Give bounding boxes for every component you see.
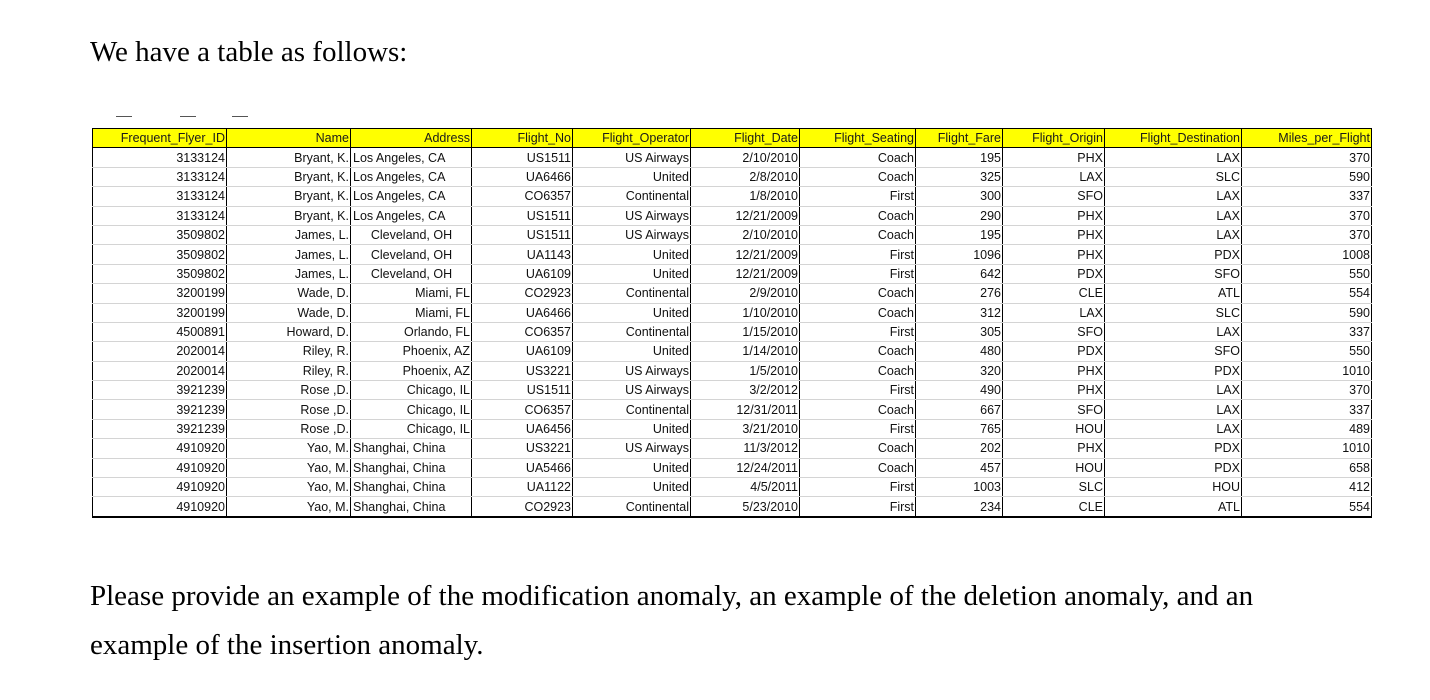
cell-flight-date: 12/21/2009 bbox=[691, 206, 800, 225]
cell-frequent-flyer-id: 4910920 bbox=[93, 439, 227, 458]
cell-flight-origin: PHX bbox=[1003, 245, 1105, 264]
cell-flight-origin: CLE bbox=[1003, 284, 1105, 303]
cell-flight-operator: Continental bbox=[573, 322, 691, 341]
cell-flight-fare: 1096 bbox=[916, 245, 1003, 264]
cell-frequent-flyer-id: 3921239 bbox=[93, 419, 227, 438]
cell-flight-fare: 765 bbox=[916, 419, 1003, 438]
cell-name: Yao, M. bbox=[227, 497, 351, 517]
cell-frequent-flyer-id: 3509802 bbox=[93, 225, 227, 244]
cell-flight-no: CO2923 bbox=[472, 284, 573, 303]
cell-name: Yao, M. bbox=[227, 439, 351, 458]
cell-flight-seating: Coach bbox=[800, 342, 916, 361]
cell-flight-destination: LAX bbox=[1105, 206, 1242, 225]
cell-flight-date: 1/10/2010 bbox=[691, 303, 800, 322]
cell-flight-fare: 490 bbox=[916, 381, 1003, 400]
table-row bbox=[93, 361, 1372, 380]
cell-flight-fare: 290 bbox=[916, 206, 1003, 225]
cell-address: Los Angeles, CA bbox=[351, 148, 472, 167]
cell-flight-seating: Coach bbox=[800, 439, 916, 458]
cell-miles-per-flight: 590 bbox=[1242, 167, 1372, 186]
cell-flight-operator: US Airways bbox=[573, 439, 691, 458]
cell-frequent-flyer-id: 3509802 bbox=[93, 264, 227, 283]
cell-flight-origin: PDX bbox=[1003, 264, 1105, 283]
cell-flight-origin: PHX bbox=[1003, 439, 1105, 458]
cell-address: Los Angeles, CA bbox=[351, 167, 472, 186]
cell-name: Yao, M. bbox=[227, 458, 351, 477]
cell-flight-no: UA6109 bbox=[472, 342, 573, 361]
cell-flight-date: 12/24/2011 bbox=[691, 458, 800, 477]
cell-flight-seating: First bbox=[800, 497, 916, 517]
cell-address: Cleveland, OH bbox=[351, 264, 472, 283]
cell-flight-destination: ATL bbox=[1105, 497, 1242, 517]
cell-flight-destination: LAX bbox=[1105, 225, 1242, 244]
cell-flight-date: 1/15/2010 bbox=[691, 322, 800, 341]
header-flight-destination: Flight_Destination bbox=[1105, 129, 1242, 148]
cell-flight-date: 1/14/2010 bbox=[691, 342, 800, 361]
cell-flight-date: 5/23/2010 bbox=[691, 497, 800, 517]
cell-frequent-flyer-id: 3200199 bbox=[93, 303, 227, 322]
cell-miles-per-flight: 550 bbox=[1242, 342, 1372, 361]
header-flight-no: Flight_No bbox=[472, 129, 573, 148]
table-row bbox=[93, 187, 1372, 206]
table-row bbox=[93, 458, 1372, 477]
cell-flight-no: UA6456 bbox=[472, 419, 573, 438]
cell-flight-date: 2/9/2010 bbox=[691, 284, 800, 303]
cell-flight-no: US1511 bbox=[472, 381, 573, 400]
flight-table bbox=[92, 128, 1372, 518]
cell-flight-seating: First bbox=[800, 187, 916, 206]
table-row bbox=[93, 322, 1372, 341]
header-flight-date: Flight_Date bbox=[691, 129, 800, 148]
cell-frequent-flyer-id: 2020014 bbox=[93, 361, 227, 380]
cell-miles-per-flight: 370 bbox=[1242, 381, 1372, 400]
cell-address: Shanghai, China bbox=[351, 458, 472, 477]
cell-flight-fare: 667 bbox=[916, 400, 1003, 419]
cell-frequent-flyer-id: 4500891 bbox=[93, 322, 227, 341]
cell-flight-destination: LAX bbox=[1105, 148, 1242, 167]
cell-flight-destination: SFO bbox=[1105, 342, 1242, 361]
cell-flight-date: 3/21/2010 bbox=[691, 419, 800, 438]
cell-address: Shanghai, China bbox=[351, 497, 472, 517]
cell-flight-seating: First bbox=[800, 381, 916, 400]
cell-miles-per-flight: 550 bbox=[1242, 264, 1372, 283]
cell-address: Orlando, FL bbox=[351, 322, 472, 341]
cell-flight-no: CO6357 bbox=[472, 400, 573, 419]
cell-flight-fare: 320 bbox=[916, 361, 1003, 380]
cell-name: Bryant, K. bbox=[227, 167, 351, 186]
cell-flight-fare: 300 bbox=[916, 187, 1003, 206]
cell-miles-per-flight: 590 bbox=[1242, 303, 1372, 322]
cell-frequent-flyer-id: 3133124 bbox=[93, 148, 227, 167]
cell-flight-destination: PDX bbox=[1105, 245, 1242, 264]
cell-flight-origin: SLC bbox=[1003, 478, 1105, 497]
table-row bbox=[93, 439, 1372, 458]
cell-flight-fare: 312 bbox=[916, 303, 1003, 322]
cell-flight-date: 4/5/2011 bbox=[691, 478, 800, 497]
cell-flight-date: 12/31/2011 bbox=[691, 400, 800, 419]
cell-flight-fare: 642 bbox=[916, 264, 1003, 283]
cell-frequent-flyer-id: 4910920 bbox=[93, 458, 227, 477]
cell-flight-fare: 234 bbox=[916, 497, 1003, 517]
cell-miles-per-flight: 554 bbox=[1242, 284, 1372, 303]
cell-flight-fare: 276 bbox=[916, 284, 1003, 303]
cell-flight-operator: Continental bbox=[573, 187, 691, 206]
table-row bbox=[93, 167, 1372, 186]
cell-flight-origin: PDX bbox=[1003, 342, 1105, 361]
cell-flight-no: CO2923 bbox=[472, 497, 573, 517]
cell-name: James, L. bbox=[227, 225, 351, 244]
cell-flight-date: 2/8/2010 bbox=[691, 167, 800, 186]
cell-flight-operator: United bbox=[573, 342, 691, 361]
table-row bbox=[93, 419, 1372, 438]
header-row bbox=[93, 129, 1372, 148]
cell-flight-seating: Coach bbox=[800, 284, 916, 303]
cell-flight-seating: Coach bbox=[800, 361, 916, 380]
header-flight-fare: Flight_Fare bbox=[916, 129, 1003, 148]
cell-frequent-flyer-id: 3133124 bbox=[93, 167, 227, 186]
cell-flight-date: 3/2/2012 bbox=[691, 381, 800, 400]
cell-frequent-flyer-id: 3921239 bbox=[93, 400, 227, 419]
cell-flight-origin: PHX bbox=[1003, 381, 1105, 400]
cell-address: Los Angeles, CA bbox=[351, 187, 472, 206]
cell-address: Miami, FL bbox=[351, 303, 472, 322]
cell-frequent-flyer-id: 3133124 bbox=[93, 187, 227, 206]
cell-flight-seating: Coach bbox=[800, 303, 916, 322]
cell-flight-destination: SLC bbox=[1105, 303, 1242, 322]
cell-address: Phoenix, AZ bbox=[351, 342, 472, 361]
cell-name: Wade, D. bbox=[227, 284, 351, 303]
cell-flight-no: UA6109 bbox=[472, 264, 573, 283]
cell-flight-seating: Coach bbox=[800, 225, 916, 244]
cell-flight-operator: Continental bbox=[573, 400, 691, 419]
cell-flight-date: 1/5/2010 bbox=[691, 361, 800, 380]
cell-flight-no: UA6466 bbox=[472, 303, 573, 322]
cell-flight-fare: 1003 bbox=[916, 478, 1003, 497]
cell-flight-seating: Coach bbox=[800, 148, 916, 167]
header-name: Name bbox=[227, 129, 351, 148]
cell-miles-per-flight: 658 bbox=[1242, 458, 1372, 477]
cell-flight-fare: 195 bbox=[916, 225, 1003, 244]
cell-flight-origin: PHX bbox=[1003, 225, 1105, 244]
cell-miles-per-flight: 1010 bbox=[1242, 439, 1372, 458]
cell-flight-fare: 480 bbox=[916, 342, 1003, 361]
cell-name: James, L. bbox=[227, 264, 351, 283]
cell-address: Shanghai, China bbox=[351, 439, 472, 458]
cell-flight-seating: Coach bbox=[800, 458, 916, 477]
table-row bbox=[93, 245, 1372, 264]
cell-flight-destination: PDX bbox=[1105, 439, 1242, 458]
cell-flight-origin: HOU bbox=[1003, 419, 1105, 438]
cell-flight-seating: First bbox=[800, 245, 916, 264]
cell-miles-per-flight: 370 bbox=[1242, 148, 1372, 167]
cell-flight-date: 11/3/2012 bbox=[691, 439, 800, 458]
cell-flight-operator: US Airways bbox=[573, 381, 691, 400]
cell-name: Wade, D. bbox=[227, 303, 351, 322]
cell-flight-date: 2/10/2010 bbox=[691, 225, 800, 244]
table-row bbox=[93, 264, 1372, 283]
header-flight-seating: Flight_Seating bbox=[800, 129, 916, 148]
cell-flight-date: 1/8/2010 bbox=[691, 187, 800, 206]
cell-flight-seating: First bbox=[800, 419, 916, 438]
table-row bbox=[93, 303, 1372, 322]
intro-text: We have a table as follows: bbox=[90, 36, 408, 68]
cell-miles-per-flight: 1008 bbox=[1242, 245, 1372, 264]
cell-flight-no: UA1122 bbox=[472, 478, 573, 497]
cell-flight-origin: LAX bbox=[1003, 303, 1105, 322]
cell-flight-no: CO6357 bbox=[472, 187, 573, 206]
cell-miles-per-flight: 337 bbox=[1242, 400, 1372, 419]
cell-flight-origin: PHX bbox=[1003, 361, 1105, 380]
cell-flight-destination: ATL bbox=[1105, 284, 1242, 303]
cell-flight-seating: Coach bbox=[800, 167, 916, 186]
header-miles-per-flight: Miles_per_Flight bbox=[1242, 129, 1372, 148]
cell-flight-operator: United bbox=[573, 245, 691, 264]
cell-flight-origin: CLE bbox=[1003, 497, 1105, 517]
cell-flight-seating: First bbox=[800, 322, 916, 341]
cell-name: Howard, D. bbox=[227, 322, 351, 341]
cell-flight-no: US3221 bbox=[472, 361, 573, 380]
cell-flight-operator: United bbox=[573, 458, 691, 477]
cell-flight-origin: LAX bbox=[1003, 167, 1105, 186]
cell-miles-per-flight: 489 bbox=[1242, 419, 1372, 438]
cell-flight-no: US3221 bbox=[472, 439, 573, 458]
cell-flight-origin: SFO bbox=[1003, 400, 1105, 419]
cell-name: Rose ,D. bbox=[227, 400, 351, 419]
cell-flight-destination: SFO bbox=[1105, 264, 1242, 283]
cell-flight-operator: United bbox=[573, 167, 691, 186]
cell-address: Miami, FL bbox=[351, 284, 472, 303]
cell-flight-operator: United bbox=[573, 419, 691, 438]
cell-flight-fare: 325 bbox=[916, 167, 1003, 186]
spreadsheet-table bbox=[92, 118, 1372, 518]
table-row bbox=[93, 478, 1372, 497]
cell-flight-date: 12/21/2009 bbox=[691, 245, 800, 264]
cell-flight-seating: First bbox=[800, 478, 916, 497]
cell-flight-destination: SLC bbox=[1105, 167, 1242, 186]
table-row bbox=[93, 225, 1372, 244]
cell-flight-no: CO6357 bbox=[472, 322, 573, 341]
cell-flight-operator: US Airways bbox=[573, 148, 691, 167]
cell-frequent-flyer-id: 3200199 bbox=[93, 284, 227, 303]
cell-flight-date: 2/10/2010 bbox=[691, 148, 800, 167]
cell-flight-seating: Coach bbox=[800, 400, 916, 419]
cell-flight-destination: LAX bbox=[1105, 400, 1242, 419]
cell-flight-no: UA5466 bbox=[472, 458, 573, 477]
cell-address: Los Angeles, CA bbox=[351, 206, 472, 225]
cell-frequent-flyer-id: 2020014 bbox=[93, 342, 227, 361]
question-text: Please provide an example of the modification anomaly, an example of the deletion anomaly, and an example of the insertion anomaly. bbox=[90, 580, 1254, 661]
table-row bbox=[93, 342, 1372, 361]
cell-flight-no: US1511 bbox=[472, 148, 573, 167]
table-row bbox=[93, 148, 1372, 167]
cell-miles-per-flight: 370 bbox=[1242, 206, 1372, 225]
header-flight-operator: Flight_Operator bbox=[573, 129, 691, 148]
cell-name: James, L. bbox=[227, 245, 351, 264]
cell-frequent-flyer-id: 3133124 bbox=[93, 206, 227, 225]
cell-flight-operator: United bbox=[573, 478, 691, 497]
table-row bbox=[93, 284, 1372, 303]
cell-flight-fare: 202 bbox=[916, 439, 1003, 458]
cell-flight-no: US1511 bbox=[472, 206, 573, 225]
header-frequent-flyer-id: Frequent_Flyer_ID bbox=[93, 129, 227, 148]
header-address: Address bbox=[351, 129, 472, 148]
cell-flight-no: US1511 bbox=[472, 225, 573, 244]
cell-flight-fare: 457 bbox=[916, 458, 1003, 477]
cell-flight-no: UA1143 bbox=[472, 245, 573, 264]
cell-frequent-flyer-id: 4910920 bbox=[93, 497, 227, 517]
table-row bbox=[93, 497, 1372, 517]
cell-miles-per-flight: 1010 bbox=[1242, 361, 1372, 380]
cell-name: Yao, M. bbox=[227, 478, 351, 497]
cell-flight-date: 12/21/2009 bbox=[691, 264, 800, 283]
cell-name: Bryant, K. bbox=[227, 187, 351, 206]
cell-flight-operator: US Airways bbox=[573, 206, 691, 225]
cell-flight-operator: United bbox=[573, 264, 691, 283]
cell-flight-destination: LAX bbox=[1105, 322, 1242, 341]
cell-flight-destination: LAX bbox=[1105, 381, 1242, 400]
cell-flight-operator: Continental bbox=[573, 497, 691, 517]
cell-name: Rose ,D. bbox=[227, 419, 351, 438]
cell-flight-origin: SFO bbox=[1003, 187, 1105, 206]
cell-flight-origin: HOU bbox=[1003, 458, 1105, 477]
cell-name: Riley, R. bbox=[227, 361, 351, 380]
cell-address: Chicago, IL bbox=[351, 381, 472, 400]
cell-flight-no: UA6466 bbox=[472, 167, 573, 186]
cell-frequent-flyer-id: 3509802 bbox=[93, 245, 227, 264]
cell-address: Shanghai, China bbox=[351, 478, 472, 497]
cell-flight-destination: PDX bbox=[1105, 458, 1242, 477]
table-row bbox=[93, 381, 1372, 400]
cell-flight-seating: Coach bbox=[800, 206, 916, 225]
cell-flight-seating: First bbox=[800, 264, 916, 283]
cell-address: Cleveland, OH bbox=[351, 225, 472, 244]
cell-miles-per-flight: 370 bbox=[1242, 225, 1372, 244]
cell-flight-destination: HOU bbox=[1105, 478, 1242, 497]
cell-name: Bryant, K. bbox=[227, 148, 351, 167]
cell-flight-destination: PDX bbox=[1105, 361, 1242, 380]
cell-name: Riley, R. bbox=[227, 342, 351, 361]
cell-flight-operator: US Airways bbox=[573, 225, 691, 244]
sheet-edge-marks bbox=[92, 116, 252, 124]
cell-name: Rose ,D. bbox=[227, 381, 351, 400]
cell-name: Bryant, K. bbox=[227, 206, 351, 225]
cell-flight-fare: 195 bbox=[916, 148, 1003, 167]
cell-flight-operator: US Airways bbox=[573, 361, 691, 380]
cell-address: Cleveland, OH bbox=[351, 245, 472, 264]
cell-flight-fare: 305 bbox=[916, 322, 1003, 341]
cell-flight-origin: PHX bbox=[1003, 206, 1105, 225]
table-row bbox=[93, 206, 1372, 225]
cell-frequent-flyer-id: 3921239 bbox=[93, 381, 227, 400]
cell-address: Phoenix, AZ bbox=[351, 361, 472, 380]
cell-miles-per-flight: 554 bbox=[1242, 497, 1372, 517]
cell-address: Chicago, IL bbox=[351, 419, 472, 438]
cell-flight-origin: SFO bbox=[1003, 322, 1105, 341]
cell-flight-destination: LAX bbox=[1105, 419, 1242, 438]
cell-flight-operator: United bbox=[573, 303, 691, 322]
cell-frequent-flyer-id: 4910920 bbox=[93, 478, 227, 497]
cell-address: Chicago, IL bbox=[351, 400, 472, 419]
cell-flight-operator: Continental bbox=[573, 284, 691, 303]
cell-flight-origin: PHX bbox=[1003, 148, 1105, 167]
cell-miles-per-flight: 412 bbox=[1242, 478, 1372, 497]
header-flight-origin: Flight_Origin bbox=[1003, 129, 1105, 148]
cell-flight-destination: LAX bbox=[1105, 187, 1242, 206]
table-row bbox=[93, 400, 1372, 419]
cell-miles-per-flight: 337 bbox=[1242, 187, 1372, 206]
cell-miles-per-flight: 337 bbox=[1242, 322, 1372, 341]
